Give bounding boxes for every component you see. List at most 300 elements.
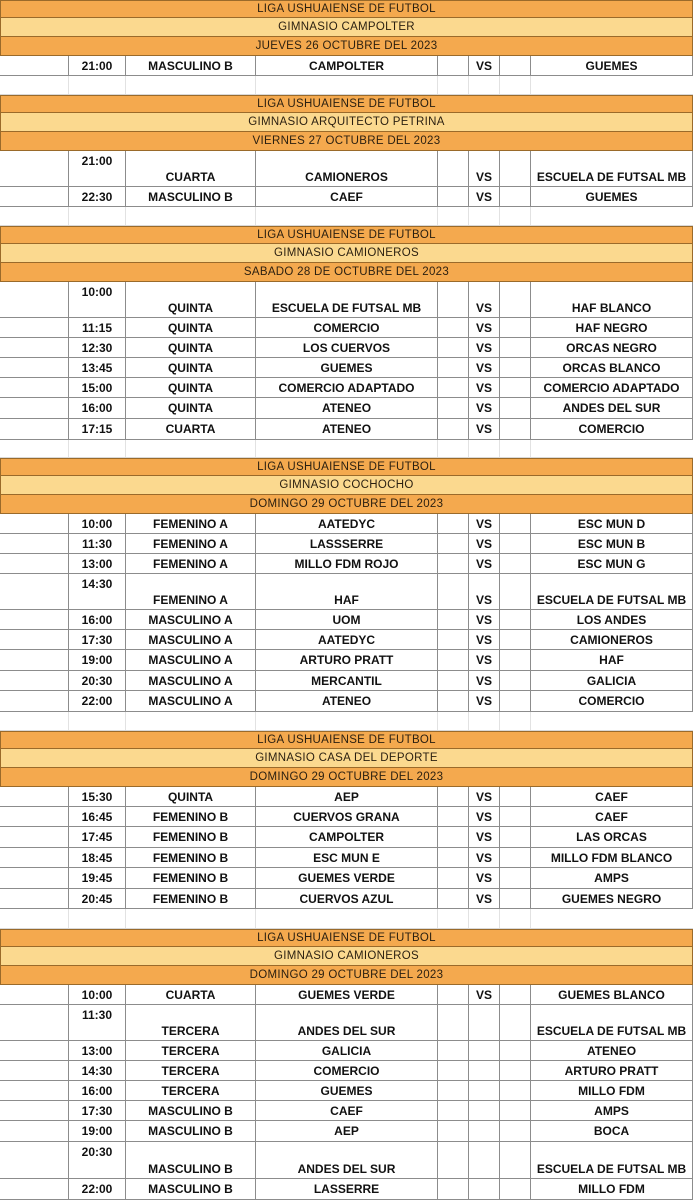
match-date: JUEVES 26 OCTUBRE DEL 2023 [0,37,693,56]
vs-label: VS [468,650,499,670]
away-team: CAEF [530,787,693,806]
match-category: FEMENINO A [125,574,255,609]
home-team: ATENEO [255,419,437,439]
match-row [0,630,693,650]
home-team: HAF [255,574,437,609]
match-time: 19:45 [68,868,125,888]
match-time: 19:00 [68,650,125,670]
empty-cell [437,787,468,806]
match-time: 14:30 [68,574,125,609]
empty-cell [499,207,530,225]
home-team: CAMIONEROS [255,151,437,186]
vs-label: VS [468,630,499,649]
empty-cell [68,440,125,457]
match-date: SABADO 28 DE OCTUBRE DEL 2023 [0,263,693,282]
vs-label: VS [468,318,499,337]
vs-label: VS [468,419,499,439]
empty-cell [499,282,530,317]
vs-label [468,1041,499,1060]
empty-cell [437,691,468,711]
home-team: GUEMES VERDE [255,985,437,1004]
gym-name: GIMNASIO CAMIONEROS [0,244,693,263]
match-time: 16:00 [68,610,125,629]
match-time: 11:30 [68,534,125,553]
match-time: 16:00 [68,1081,125,1100]
away-team: COMERCIO [530,691,693,711]
empty-cell [468,76,499,94]
empty-cell [68,76,125,94]
away-team: ESC MUN D [530,514,693,533]
home-team: AATEDYC [255,514,437,533]
away-team: HAF BLANCO [530,282,693,317]
row-margin-cell [0,1005,68,1040]
row-margin-cell [0,151,68,186]
empty-cell [437,76,468,94]
row-margin-cell [0,554,68,573]
vs-label [468,1142,499,1178]
home-team: AATEDYC [255,630,437,649]
row-margin-cell [0,827,68,847]
match-row [0,650,693,671]
home-team: ANDES DEL SUR [255,1142,437,1178]
block-spacer [0,76,693,95]
empty-cell [499,630,530,649]
empty-cell [499,868,530,888]
empty-cell [499,827,530,847]
empty-cell [499,574,530,609]
block-spacer [0,712,693,731]
vs-label: VS [468,151,499,186]
match-row [0,56,693,76]
match-category: CUARTA [125,151,255,186]
away-team: AMPS [530,1101,693,1120]
row-margin-cell [0,650,68,670]
vs-label: VS [468,378,499,397]
empty-cell [437,378,468,397]
vs-label: VS [468,338,499,357]
home-team: ESCUELA DE FUTSAL MB [255,282,437,317]
gym-name: GIMNASIO ARQUITECTO PETRINA [0,113,693,132]
empty-cell [125,712,255,730]
away-team: GUEMES BLANCO [530,985,693,1004]
match-time: 11:30 [68,1005,125,1040]
empty-cell [530,712,693,730]
match-row [0,318,693,338]
match-time: 13:00 [68,1041,125,1060]
vs-label: VS [468,807,499,826]
match-date: DOMINGO 29 OCTUBRE DEL 2023 [0,768,693,787]
gym-name: GIMNASIO CAMIONEROS [0,947,693,966]
away-team: CAMIONEROS [530,630,693,649]
vs-label: VS [468,868,499,888]
empty-cell [499,1179,530,1199]
empty-cell [499,610,530,629]
empty-cell [437,282,468,317]
empty-cell [437,848,468,867]
match-category: FEMENINO A [125,554,255,573]
empty-cell [437,650,468,670]
away-team: LOS ANDES [530,610,693,629]
away-team: ESCUELA DE FUTSAL MB [530,1005,693,1040]
league-title: LIGA USHUAIENSE DE FUTBOL [0,226,693,244]
match-row [0,1005,693,1041]
away-team: MILLO FDM BLANCO [530,848,693,867]
empty-cell [530,76,693,94]
empty-cell [499,56,530,75]
match-time: 10:00 [68,282,125,317]
home-team: CAMPOLTER [255,56,437,75]
empty-cell [499,358,530,377]
empty-cell [499,671,530,690]
match-category: TERCERA [125,1081,255,1100]
empty-cell [437,868,468,888]
match-time: 17:30 [68,630,125,649]
match-category: CUARTA [125,985,255,1004]
empty-cell [499,378,530,397]
home-team: MILLO FDM ROJO [255,554,437,573]
empty-cell [499,338,530,357]
empty-cell [499,398,530,418]
match-row [0,848,693,868]
match-row [0,398,693,419]
home-team: LASSSERRE [255,534,437,553]
empty-cell [437,398,468,418]
away-team: AMPS [530,868,693,888]
empty-cell [437,909,468,928]
row-margin-cell [0,282,68,317]
match-category: QUINTA [125,338,255,357]
match-category: QUINTA [125,787,255,806]
match-category: FEMENINO B [125,827,255,847]
match-row [0,419,693,440]
row-margin-cell [0,1061,68,1080]
row-margin-cell [0,848,68,867]
away-team: ESC MUN G [530,554,693,573]
match-row [0,787,693,807]
match-category: MASCULINO A [125,671,255,690]
vs-label: VS [468,610,499,629]
vs-label [468,1121,499,1141]
home-team: ATENEO [255,691,437,711]
empty-cell [437,712,468,730]
home-team: ATENEO [255,398,437,418]
match-category: MASCULINO B [125,1121,255,1141]
match-category: FEMENINO A [125,514,255,533]
match-category: CUARTA [125,419,255,439]
empty-cell [437,630,468,649]
vs-label: VS [468,534,499,553]
empty-cell [437,1142,468,1178]
vs-label [468,1081,499,1100]
home-team: CAEF [255,187,437,206]
match-category: QUINTA [125,378,255,397]
empty-cell [437,187,468,206]
match-category: FEMENINO B [125,848,255,867]
match-row [0,554,693,574]
match-category: FEMENINO A [125,534,255,553]
empty-cell [499,1101,530,1120]
row-margin-cell [0,187,68,206]
empty-cell [530,440,693,457]
away-team: MILLO FDM [530,1081,693,1100]
away-team: MILLO FDM [530,1179,693,1199]
match-row [0,671,693,691]
row-margin-cell [0,378,68,397]
empty-cell [437,338,468,357]
vs-label: VS [468,889,499,908]
home-team: UOM [255,610,437,629]
match-category: MASCULINO A [125,630,255,649]
match-time: 17:15 [68,419,125,439]
empty-cell [530,909,693,928]
home-team: LASSERRE [255,1179,437,1199]
empty-cell [68,207,125,225]
row-margin-cell [0,534,68,553]
match-time: 10:00 [68,514,125,533]
match-row [0,282,693,318]
away-team: ORCAS NEGRO [530,338,693,357]
empty-cell [499,691,530,711]
home-team: AEP [255,1121,437,1141]
home-team: COMERCIO ADAPTADO [255,378,437,397]
vs-label [468,1179,499,1199]
match-row [0,338,693,358]
match-date: DOMINGO 29 OCTUBRE DEL 2023 [0,495,693,514]
match-time: 17:30 [68,1101,125,1120]
home-team: CAMPOLTER [255,827,437,847]
empty-cell [125,76,255,94]
match-date: VIERNES 27 OCTUBRE DEL 2023 [0,132,693,151]
away-team: LAS ORCAS [530,827,693,847]
vs-label: VS [468,514,499,533]
match-time: 13:00 [68,554,125,573]
empty-cell [437,1081,468,1100]
empty-cell [530,207,693,225]
empty-cell [437,1061,468,1080]
home-team: CAEF [255,1101,437,1120]
empty-cell [437,419,468,439]
vs-label: VS [468,282,499,317]
vs-label: VS [468,358,499,377]
empty-cell [499,909,530,928]
row-margin-cell [0,889,68,908]
home-team: GUEMES [255,358,437,377]
match-row [0,868,693,889]
empty-cell [437,671,468,690]
away-team: GALICIA [530,671,693,690]
home-team: GUEMES [255,1081,437,1100]
empty-cell [437,514,468,533]
vs-label: VS [468,691,499,711]
empty-cell [437,827,468,847]
vs-label: VS [468,787,499,806]
away-team: HAF NEGRO [530,318,693,337]
empty-cell [499,889,530,908]
match-time: 16:00 [68,398,125,418]
row-margin-cell [0,1142,68,1178]
match-category: FEMENINO B [125,889,255,908]
empty-cell [125,440,255,457]
empty-cell [468,440,499,457]
empty-cell [437,151,468,186]
empty-cell [499,534,530,553]
match-time: 12:30 [68,338,125,357]
match-row [0,534,693,554]
match-row [0,691,693,712]
match-row [0,358,693,378]
match-time: 13:45 [68,358,125,377]
league-title: LIGA USHUAIENSE DE FUTBOL [0,0,693,18]
row-margin-cell [0,630,68,649]
away-team: ESCUELA DE FUTSAL MB [530,574,693,609]
match-row [0,151,693,187]
match-category: TERCERA [125,1041,255,1060]
home-team: AEP [255,787,437,806]
empty-cell [499,554,530,573]
home-team: CUERVOS GRANA [255,807,437,826]
match-time: 16:45 [68,807,125,826]
match-category: MASCULINO A [125,650,255,670]
match-time: 11:15 [68,318,125,337]
match-category: FEMENINO B [125,868,255,888]
empty-cell [468,909,499,928]
vs-label: VS [468,827,499,847]
empty-cell [437,1101,468,1120]
empty-cell [499,712,530,730]
away-team: ATENEO [530,1041,693,1060]
empty-cell [437,207,468,225]
empty-cell [437,1121,468,1141]
empty-cell [499,1142,530,1178]
match-row [0,1041,693,1061]
home-team: LOS CUERVOS [255,338,437,357]
vs-label: VS [468,574,499,609]
vs-label: VS [468,554,499,573]
empty-cell [68,909,125,928]
away-team: ARTURO PRATT [530,1061,693,1080]
match-time: 15:30 [68,787,125,806]
home-team: GUEMES VERDE [255,868,437,888]
match-row [0,827,693,848]
empty-cell [499,1061,530,1080]
match-category: QUINTA [125,358,255,377]
home-team: GALICIA [255,1041,437,1060]
match-category: TERCERA [125,1061,255,1080]
match-time: 14:30 [68,1061,125,1080]
block-spacer [0,440,693,458]
away-team: ORCAS BLANCO [530,358,693,377]
row-margin-cell [0,985,68,1004]
vs-label [468,1101,499,1120]
away-team: ESC MUN B [530,534,693,553]
match-time: 15:00 [68,378,125,397]
empty-cell [437,985,468,1004]
empty-cell [437,440,468,457]
empty-cell [499,514,530,533]
empty-cell [499,440,530,457]
row-margin-cell [0,787,68,806]
match-category: FEMENINO B [125,807,255,826]
empty-cell [437,358,468,377]
empty-cell [437,574,468,609]
empty-cell [68,712,125,730]
home-team: ANDES DEL SUR [255,1005,437,1040]
row-margin-cell [0,574,68,609]
empty-cell [499,1041,530,1060]
empty-cell [499,76,530,94]
empty-cell [255,76,437,94]
empty-cell [437,554,468,573]
league-title: LIGA USHUAIENSE DE FUTBOL [0,731,693,749]
match-category: MASCULINO A [125,691,255,711]
row-margin-cell [0,419,68,439]
empty-cell [437,534,468,553]
vs-label: VS [468,56,499,75]
empty-cell [437,1179,468,1199]
empty-cell [437,318,468,337]
match-row [0,574,693,610]
empty-cell [499,187,530,206]
row-margin-cell [0,1081,68,1100]
empty-cell [437,1005,468,1040]
empty-cell [499,1121,530,1141]
empty-cell [468,712,499,730]
away-team: COMERCIO ADAPTADO [530,378,693,397]
gym-name: GIMNASIO CAMPOLTER [0,18,693,37]
row-margin-cell [0,56,68,75]
vs-label: VS [468,398,499,418]
empty-cell [125,207,255,225]
match-row [0,985,693,1005]
vs-label: VS [468,187,499,206]
home-team: CUERVOS AZUL [255,889,437,908]
row-margin-cell [0,1041,68,1060]
empty-cell [499,318,530,337]
vs-label [468,1005,499,1040]
match-time: 22:30 [68,187,125,206]
match-category: QUINTA [125,282,255,317]
match-time: 20:30 [68,671,125,690]
row-margin-cell [0,338,68,357]
empty-cell [468,207,499,225]
row-margin-cell [0,807,68,826]
match-category: MASCULINO B [125,1101,255,1120]
empty-cell [499,419,530,439]
match-row [0,889,693,909]
match-time: 10:00 [68,985,125,1004]
row-margin-cell [0,398,68,418]
match-time: 20:30 [68,1142,125,1178]
away-team: COMERCIO [530,419,693,439]
empty-cell [255,207,437,225]
match-time: 21:00 [68,56,125,75]
row-margin-cell [0,1101,68,1120]
empty-cell [437,889,468,908]
row-margin-cell [0,514,68,533]
away-team: GUEMES [530,56,693,75]
gym-name: GIMNASIO COCHOCHO [0,476,693,495]
empty-cell [255,909,437,928]
empty-cell [437,610,468,629]
empty-cell [437,1041,468,1060]
away-team: ESCUELA DE FUTSAL MB [530,151,693,186]
empty-cell [499,1005,530,1040]
row-margin-cell [0,1121,68,1141]
block-spacer [0,909,693,929]
match-row [0,1081,693,1101]
row-margin-cell [0,358,68,377]
match-row [0,807,693,827]
